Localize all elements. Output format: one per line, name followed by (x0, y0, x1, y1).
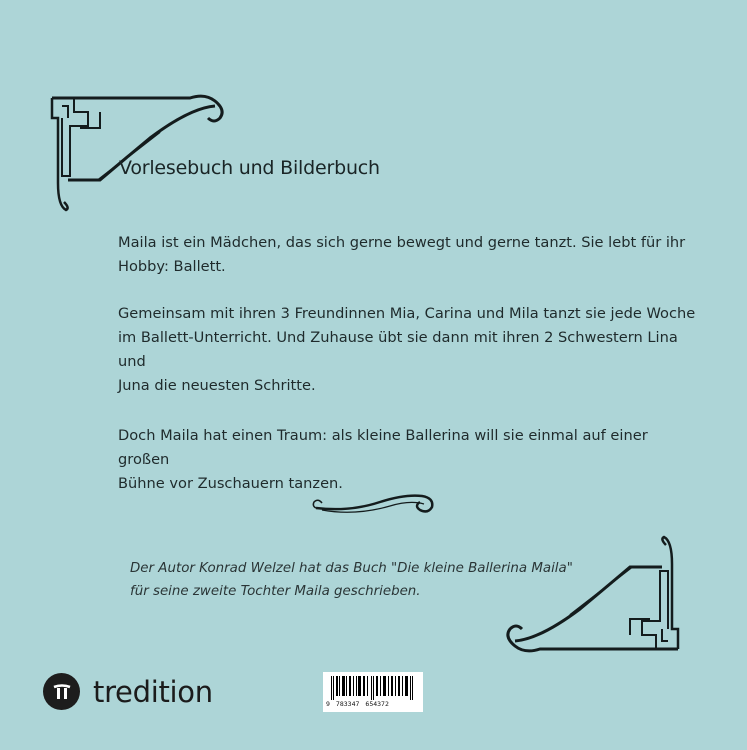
text-line: Doch Maila hat einen Traum: als kleine Ballerina will sie einmal auf einer großen (118, 427, 648, 468)
corner-ornament-top-left (40, 88, 240, 223)
book-subtitle-heading: Vorlesebuch und Bilderbuch (119, 157, 380, 179)
blurb-paragraph-3 (118, 424, 698, 496)
text-line: Hobby: Ballett. (118, 258, 226, 275)
barcode-digits (326, 700, 422, 708)
blurb-paragraph-1 (118, 231, 698, 279)
text-line: im Ballett-Unterricht. Und Zuhause übt sie dann mit ihren 2 Schwestern Lina und (118, 329, 678, 370)
text-line: Juna die neuesten Schritte. (118, 377, 316, 394)
publisher-logo (43, 673, 213, 710)
tredition-logo-icon (43, 673, 80, 710)
isbn-barcode (323, 672, 423, 712)
text-line: Gemeinsam mit ihren 3 Freundinnen Mia, Carina und Mila tanzt sie jede Woche (118, 305, 696, 322)
barcode-left-digits: 783347 (335, 700, 360, 708)
text-line: für seine zweite Tochter Maila geschrieben. (130, 584, 421, 599)
text-line: Der Autor Konrad Welzel hat das Buch "Die kleine Ballerina Maila" (130, 561, 573, 576)
barcode-lead-digit: 9 (326, 700, 330, 708)
blurb-paragraph-2 (118, 302, 698, 398)
text-line: Bühne vor Zuschauern tanzen. (118, 475, 343, 492)
publisher-name: tredition (93, 674, 213, 709)
barcode-right-digits: 654372 (365, 700, 389, 708)
author-note (130, 557, 573, 603)
text-line: Maila ist ein Mädchen, das sich gerne bewegt und gerne tanzt. Sie lebt für ihr (118, 234, 686, 251)
barcode-bars (323, 672, 423, 700)
flourish-divider (310, 488, 440, 524)
